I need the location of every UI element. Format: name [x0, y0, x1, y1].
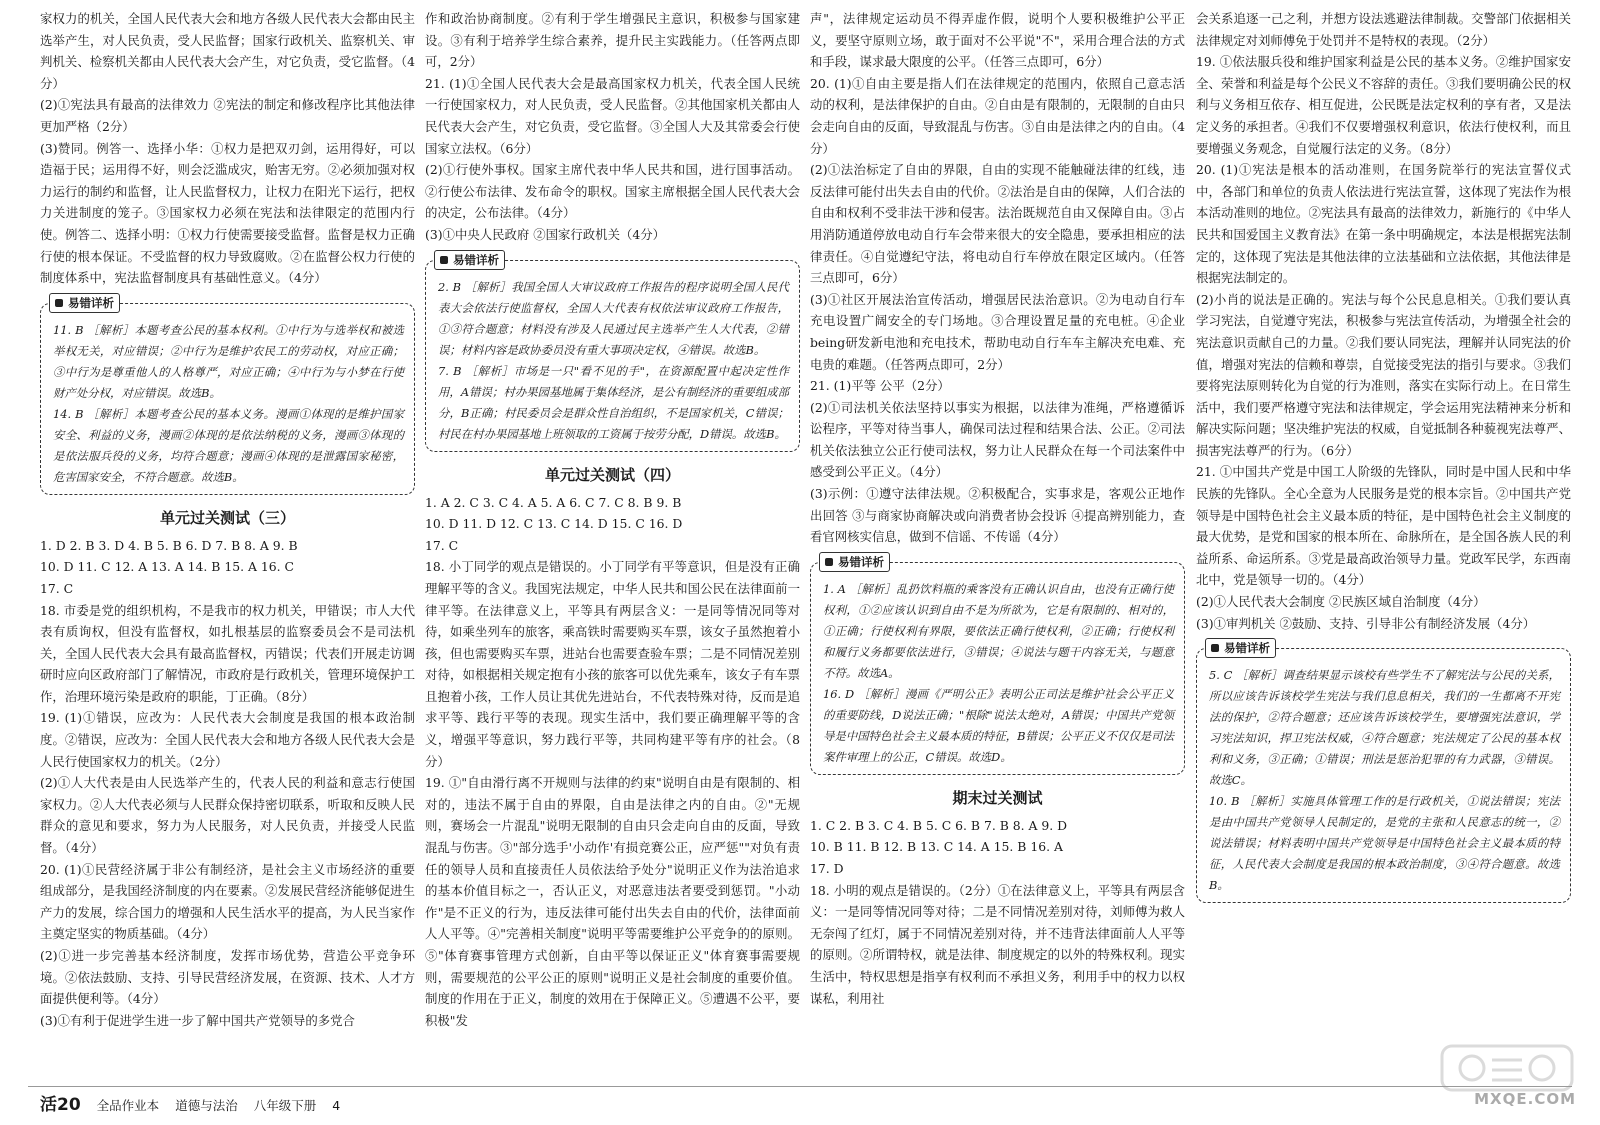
paragraph: (3)①中央人民政府 ②国家行政机关（4分）: [425, 226, 666, 242]
paragraph: (2)①司法机关依法坚持以事实为根据，以法律为准绳，严格遵循诉讼程序，平等对待当事人，确保司法过程和结果合法、公正。②司法机关依法独立公正行使司法权，努力让人民群众在每一个司法案件中感受到公平正义。（4分）: [810, 399, 1185, 480]
analysis-item: 7. B ［解析］市场是一只"看不见的手"，在资源配置中起决定性作用，A错误；村办果园基地属于集体经济，是公有制经济的重要组成部分，B正确；村民委员会是群众性自治组织，不是国家机关，C错误；村民在村办果园基地上班领取的工资属于按劳分配，D错误。故选B。: [438, 363, 789, 441]
answer-row: 10. B 11. B 12. B 13. C 14. A 15. B 16. A: [810, 839, 1063, 855]
error-analysis-box: [425, 252, 800, 452]
paragraph: 20. (1)①民营经济属于非公有制经济，是社会主义市场经济的重要组成部分，是我国经济制度的内在要素。②发展民营经济能够促进生产力的发展，综合国力的增强和人民生活水平的提高，为人民当家作主奠定坚实的物质基础。（4分）: [40, 861, 415, 942]
paragraph: (2)①人大代表是由人民选举产生的，代表人民的利益和意志行使国家权力。②人大代表必须与人民群众保持密切联系，听取和反映人民群众的意见和要求，努力为人民服务，对人民负责，并接受人民监督。（4分）: [40, 775, 415, 856]
answer-row: 17. C: [425, 537, 459, 553]
paragraph: 19. ①依法服兵役和维护国家利益是公民的基本义务。②维护国家安全、荣誉和利益是每个公民义不容辞的责任。③我们要明确公民的权利与义务相互依存、相互促进，公民既是法定权利的享有者，又是法定义务的承担者。④我们不仅要增强权利意识，依法行使权利，而且要增强义务观念，自觉履行法定的义务。（8分）: [1196, 54, 1571, 156]
answer-row: 1. D 2. B 3. D 4. B 5. B 6. D 7. B 8. A 9. B: [40, 537, 298, 553]
column-1: [40, 8, 415, 1088]
paragraph: (3)①社区开展法治宣传活动，增强居民法治意识。②为电动自行车充电设置广阔安全的专门场地。③合理设置足量的充电桩。④企业being研发新电池和充电技术，帮助电动自行车车主解决充电难、充电贵的难题。（任答两点即可，2分）: [810, 291, 1185, 372]
section-title: 单元过关测试（四）: [544, 465, 680, 484]
paragraph: (3)示例：①遵守法律法规。②积极配合，实事求是，客观公正地作出回答 ③与商家协商解决或向消费者协会投诉 ④提高辨别能力，查看官网核实信息，做到不信谣、不传谣（4分）: [810, 486, 1185, 545]
analysis-item: 2. B ［解析］我国全国人大审议政府工作报告的程序说明全国人民代表大会依法行使监督权，全国人大代表有权依法审议政府工作报告，①③符合题意；材料没有涉及人民通过民主选举产生人大代表，②错误；材料内容是政协委员没有重大事项决定权，④错误。故选B。: [438, 279, 789, 357]
answer-row: 17. C: [40, 580, 74, 596]
analysis-item: 10. B ［解析］实施具体管理工作的是行政机关，①说法错误；宪法是由中国共产党领导人民制定的，是党的主张和人民意志的统一，②说法错误；材料表明中国共产党领导是中国特色社会主义最本质的特征，人民代表大会制度是我国的根本政治制度，③④符合题意。故选B。: [1209, 794, 1560, 893]
paragraph: 会关系追逐一己之利，并想方设法逃避法律制裁。交警部门依据相关法律规定对刘师傅免于处罚并不是特权的表现。（2分）: [1196, 11, 1571, 48]
analysis-item: 14. B ［解析］本题考查公民的基本义务。漫画①体现的是维护国家安全、利益的义务，漫画②体现的是依法纳税的义务，漫画③体现的是依法服兵役的义务，均符合题意；漫画④体现的是泄露国家秘密，危害国家安全，不符合题意。故选B。: [53, 406, 404, 484]
answer-row: 10. D 11. D 12. C 13. C 14. D 15. C 16. D: [425, 516, 683, 532]
paragraph: (2)①宪法具有最高的法律效力 ②宪法的制定和修改程序比其他法律更加严格（2分）: [40, 97, 415, 134]
column-3: [810, 8, 1185, 1088]
answer-row: 10. D 11. C 12. A 13. A 14. B 15. A 16. C: [40, 559, 294, 575]
chapter-number: 4: [332, 1098, 341, 1113]
paragraph: 家权力的机关，全国人民代表大会和地方各级人民代表大会都由民主选举产生，对人民负责，受人民监督；国家行政机关、监察机关、审判机关、检察机关都由人民代表大会产生，对它负责，受它监督。（4分）: [40, 11, 415, 91]
answer-row: 17. D: [810, 861, 844, 877]
error-analysis-tag: 易错详析: [434, 250, 505, 270]
paragraph: 19. ①"自由滑行离不开规则与法律的约束"说明自由是有限制的、相对的，违法不属于自由的界限，自由是法律之内的自由。②"无规则，赛场会一片混乱"说明无限制的自由只会走向自由的反面，导致混乱与伤害。③"部分选手'小动作'有损竞赛公正，应严惩""对负有责任的领导人员和直接责任人员依法给予处分"说明正义作为法治追求的基本价值目标之一，否认正义，对恶意违法者要受到惩罚。"小动作"是不正义的行为，违反法律可能付出失去自由的代价，法律面前人人平等。④"完善相关制度"说明平等需要维护公平竞争的的原则。⑤"体育赛事管理方式创新，自由平等以保证正义"体育赛事需要规则，需要规范的公平公正的原则"说明正义是社会制度的重要价值。制度的作用在于正义，制度的效用在于保障正义。⑤遭遇不公平，要积极"发: [425, 775, 800, 1028]
column-4: [1196, 8, 1571, 1088]
book-title: 全品作业本: [96, 1098, 160, 1113]
paragraph: (2)①法治标定了自由的界限，自由的实现不能触碰法律的红线，违反法律可能付出失去自由的代价。②法治是自由的保障，人们合法的自由和权利不受非法干涉和侵害。法治既规范自由又保障自由。③占用消防通道停放电动自行车会带来很大的安全隐患，要承担相应的法律责任。④自觉遵纪守法，将电动自行车停放在限定区域内。（任答三点即可，6分）: [810, 162, 1185, 286]
page-number: 活20: [40, 1095, 81, 1115]
page-footer: [40, 1090, 340, 1114]
error-analysis-box: [810, 554, 1185, 775]
paragraph: (2)①行使外事权。国家主席代表中华人民共和国，进行国事活动。②行使公布法律、发布命令的职权。国家主席根据全国人民代表大会的决定，公布法律。（4分）: [425, 162, 800, 221]
paragraph: 18. 小丁同学的观点是错误的。小丁同学有平等意识，但是没有正确理解平等的含义。我国宪法规定，中华人民共和国公民在法律面前一律平等。在法律意义上，平等具有两层含义：一是同等情况同等对待，如乘坐列车的旅客，乘高铁时需要购买车票，该女子虽然抱着小孩，但也需要购买车票，进站台也需要查验车票；二是不同情况差别对待，如根据相关规定抱有小孩的旅客可以优先乘车，该女子有车票且抱着小孩，工作人员让其优先进站台，不代表特殊对待，反而是追求平等、践行平等的表现。现实生活中，我们要正确理解平等的含义，增强平等意识，努力践行平等，共同构建平等有序的社会。（8分）: [425, 559, 800, 769]
error-analysis-tag: 易错详析: [819, 552, 890, 572]
subject-name: 道德与法治: [175, 1098, 238, 1113]
section-title: 期末过关测试: [952, 788, 1043, 807]
paragraph: 21. (1)平等 公平（2分）: [810, 378, 950, 394]
footer-divider: [28, 1086, 1572, 1087]
error-analysis-box: [1196, 641, 1571, 903]
error-analysis-tag: 易错详析: [49, 293, 120, 313]
paragraph: 18. 小明的观点是错误的。（2分）①在法律意义上，平等具有两层含义：一是同等情况同等对待；二是不同情况差别对待，刘师傅为救人无奈闯了红灯，属于不同情况差别对待，并不违背法律面前人人平等的原则。②所谓特权，就是法律、制度规定的以外的特殊权利。现实生活中，特权思想是指享有权利而不承担义务，利用手中的权力以权谋私，利用社: [810, 882, 1185, 1006]
paragraph: 18. 市委是党的组织机构，不是我市的权力机关，甲错误；市人大代表有质询权，但没有监督权，如扎根基层的监察委员会不是司法机关，全国人民代表大会具有最高监督权，丙错误；代表们开展走访调研时应向区政府部门了解情况，市政府是行政机关，管理环境保护工作，治理环境污染是政府的职能，丁正确。（8分）: [40, 602, 415, 704]
analysis-item: 16. D ［解析］漫画《严明公正》表明公正司法是维护社会公平正义的重要防线，D说法正确；"根除"说法太绝对，A错误；中国共产党领导是中国特色社会主义最本质的特征，B错误；公平正义不仅仅是司法案件审理上的公正，C错误。故选D。: [823, 686, 1174, 764]
grade-name: 八年级下册: [253, 1098, 317, 1113]
watermark-text: MXQE.COM: [1474, 1090, 1576, 1108]
analysis-item: 11. B ［解析］本题考查公民的基本权利。①中行为与选举权和被选举权无关，对应错误；②中行为是维护农民工的劳动权，对应正确；③中行为是尊重他人的人格尊严，对应正确；④中行为与小梦在行使财产处分权，对应错误。故选B。: [53, 322, 404, 400]
paragraph: (2)①进一步完善基本经济制度，发挥市场优势，营造公平竞争环境。②依法鼓励、支持、引导民营经济发展，在资源、技术、人才方面提供便利等。（4分）: [40, 948, 415, 1007]
paragraph: 21. (1)①全国人民代表大会是最高国家权力机关，代表全国人民统一行使国家权力，对人民负责，受人民监督。②其他国家机关都由人民代表大会产生，对它负责，受它监督。③全国人大及其常委会行使国家立法权。（6分）: [425, 75, 800, 156]
paragraph: 19. (1)①错误，应改为：人民代表大会制度是我国的根本政治制度。②错误，应改为：全国人民代表大会和地方各级人民代表大会是人民行使国家权力的机关。（2分）: [40, 710, 415, 769]
paragraph: 20. (1)①自由主要是指人们在法律规定的范围内，依照自己意志活动的权利，是法律保护的自由。②自由是有限制的，无限制的自由只会走向自由的反面，导致混乱与伤害。③自由是法律之内的自由。（4分）: [810, 75, 1185, 156]
paragraph: (3)①审判机关 ②鼓励、支持、引导非公有制经济发展（4分）: [1196, 615, 1536, 631]
paragraph: 21. ①中国共产党是中国工人阶级的先锋队，同时是中国人民和中华民族的先锋队。全心全意为人民服务是党的根本宗旨。②中国共产党领导是中国特色社会主义最本质的特征，是中国特色社会主义制度的最大优势，是党和国家的根本所在、命脉所在，是全国各族人民的利益所系、命运所系。③党是最高政治领导力量。党政军民学，东西南北中，党是领导一切的。（4分）: [1196, 464, 1571, 588]
column-2: [425, 8, 800, 1088]
section-title: 单元过关测试（三）: [159, 508, 295, 527]
paragraph: (2)①人民代表大会制度 ②民族区域自治制度（4分）: [1196, 594, 1486, 610]
error-analysis-box: [40, 295, 415, 495]
paragraph: (2)小肖的说法是正确的。宪法与每个公民息息相关。①我们要认真学习宪法，自觉遵守宪法，积极参与宪法宣传活动，为增强全社会的宪法意识贡献自己的力量。②我们要认同宪法，理解并认同宪法的价值，增强对宪法的信赖和尊崇，自觉接受宪法的指引与要求。③我们要将宪法原则转化为自觉的行为准则，落实在实际行动上。在日常生活中，我们要严格遵守宪法和法律规定，学会运用宪法精神来分析和解决实际问题；坚决维护宪法的权威，自觉抵制各种藐视宪法尊严、损害宪法尊严的行为。（6分）: [1196, 291, 1571, 458]
analysis-item: 1. A ［解析］乱扔饮料瓶的乘客没有正确认识自由，也没有正确行使权利，①②应该认识到自由不是为所欲为，它是有限制的、相对的，①正确；行使权利有界限，要依法正确行使权利，②正确；行使权利和履行义务都要依法进行，③错误；④说法与题干内容无关，与题意不符。故选A。: [823, 581, 1174, 680]
error-analysis-tag: 易错详析: [1205, 638, 1276, 658]
answer-row: 1. A 2. C 3. C 4. A 5. A 6. C 7. C 8. B 9. B: [425, 494, 682, 510]
analysis-item: 5. C ［解析］调查结果显示该校有些学生不了解宪法与公民的关系，所以应该告诉该校学生宪法与我们息息相关，我们的一生都离不开宪法的保护，②符合题意；还应该告诉该校学生，要增强宪法意识，学习宪法知识，捍卫宪法权威，④符合题意；宪法规定了公民的基本权利和义务，③正确；①错误；刑法是惩治犯罪的有力武器，③错误。故选C。: [1209, 668, 1560, 788]
paragraph: 作和政治协商制度。②有利于学生增强民主意识，积极参与国家建设。③有利于培养学生综合素养，提升民主实践能力。（任答两点即可，2分）: [425, 11, 800, 70]
paragraph: (3)赞同。例答一、选择小华：①权力是把双刃剑，运用得好，可以造福于民；运用得不好，则会泛滥成灾，贻害无穷。②必须加强对权力运行的制约和监督，让人民监督权力，让权力在阳光下运行，把权力关进制度的笼子。③国家权力必须在宪法和法律限定的范围内行使。例答二、选择小明：①权力行使需要接受监督。监督是权力正确行使的根本保证。不受监督的权力导致腐败。②在监督公权力行使的制度体系中，宪法监督制度具有基础性意义。（4分）: [40, 140, 415, 286]
paragraph: (3)①有利于促进学生进一步了解中国共产党领导的多党合: [40, 1012, 355, 1028]
answer-row: 1. C 2. B 3. C 4. B 5. C 6. B 7. B 8. A 9. D: [810, 817, 1068, 833]
paragraph: 声"，法律规定运动员不得弄虚作假，说明个人要积极维护公平正义，要坚守原则立场，敢于面对不公平说"不"，采用合理合法的方式和手段，谋求最大限度的公平。（任答三点即可，6分）: [810, 11, 1185, 70]
paragraph: 20. (1)①宪法是根本的活动准则，在国务院举行的宪法宣誓仪式中，各部门和单位的负责人依法进行宪法宣誓，这体现了宪法作为根本活动准则的地位。②宪法具有最高的法律效力，新施行的《中华人民共和国爱国主义教育法》在第一条中明确规定，本法是根据宪法制定的，这体现了宪法是其他法律的立法基础和立法依据，其他法律是根据宪法制定的。: [1196, 162, 1571, 286]
